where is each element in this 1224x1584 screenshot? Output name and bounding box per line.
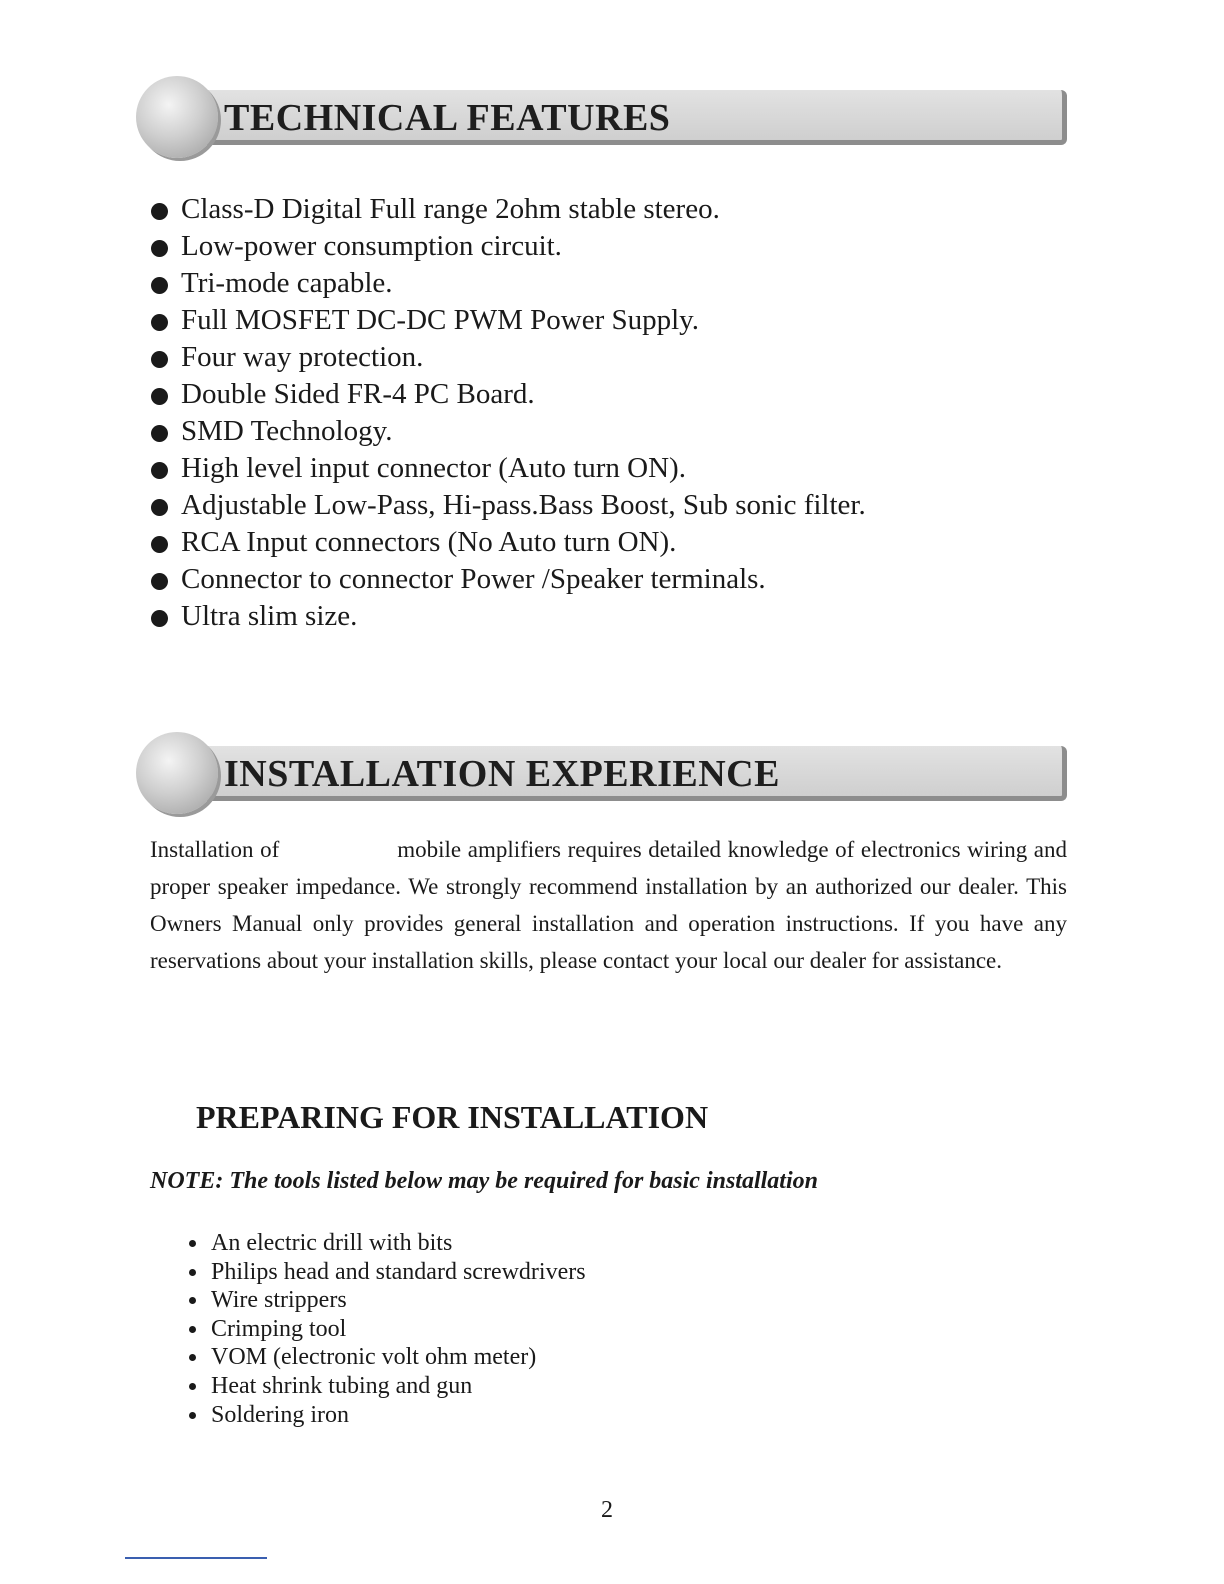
tool-item: VOM (electronic volt ohm meter) xyxy=(188,1343,586,1372)
banner-circle-ornament xyxy=(136,732,218,814)
tool-item: Philips head and standard screwdrivers xyxy=(188,1258,586,1287)
feature-item: Double Sided FR-4 PC Board. xyxy=(150,376,866,413)
feature-item: Four way protection. xyxy=(150,339,866,376)
feature-item: Adjustable Low-Pass, Hi-pass.Bass Boost, Sub sonic filter. xyxy=(150,487,866,524)
technical-features-title: TECHNICAL FEATURES xyxy=(224,97,671,139)
feature-item: Low-power consumption circuit. xyxy=(150,228,866,265)
tool-item: An electric drill with bits xyxy=(188,1229,586,1258)
footer-rule xyxy=(125,1557,267,1559)
preparing-title: PREPARING FOR INSTALLATION xyxy=(196,1099,709,1135)
feature-item: Full MOSFET DC-DC PWM Power Supply. xyxy=(150,302,866,339)
technical-features-banner xyxy=(136,76,1068,160)
installation-paragraph xyxy=(150,831,1067,979)
tool-item: Soldering iron xyxy=(188,1401,586,1430)
feature-item: High level input connector (Auto turn ON). xyxy=(150,450,866,487)
feature-item: Connector to connector Power /Speaker terminals. xyxy=(150,561,866,598)
feature-item: Tri-mode capable. xyxy=(150,265,866,302)
installation-experience-title: INSTALLATION EXPERIENCE xyxy=(224,753,780,795)
installation-text-rest: mobile amplifiers requires detailed knowledge of electronics wiring and proper speaker impedance. We strongly recommend installation by an authorized our dealer. This Owners Manual only provides general installation and operation instructions. If you have any reservations about your installation skills, please contact your local our dealer for assistance. xyxy=(150,837,1068,973)
feature-item: RCA Input connectors (No Auto turn ON). xyxy=(150,524,866,561)
tool-item: Wire strippers xyxy=(188,1286,586,1315)
feature-item: Ultra slim size. xyxy=(150,598,866,635)
installation-text-start: Installation of xyxy=(150,837,280,862)
technical-features-list xyxy=(150,191,866,635)
tools-note: NOTE: The tools listed below may be required for basic installation xyxy=(150,1168,818,1194)
banner-circle-ornament xyxy=(136,76,218,158)
installation-experience-banner xyxy=(136,732,1068,816)
page-number: 2 xyxy=(601,1497,613,1523)
tool-item: Crimping tool xyxy=(188,1315,586,1344)
feature-item: SMD Technology. xyxy=(150,413,866,450)
tools-list xyxy=(188,1229,586,1429)
tool-item: Heat shrink tubing and gun xyxy=(188,1372,586,1401)
feature-item: Class-D Digital Full range 2ohm stable stereo. xyxy=(150,191,866,228)
